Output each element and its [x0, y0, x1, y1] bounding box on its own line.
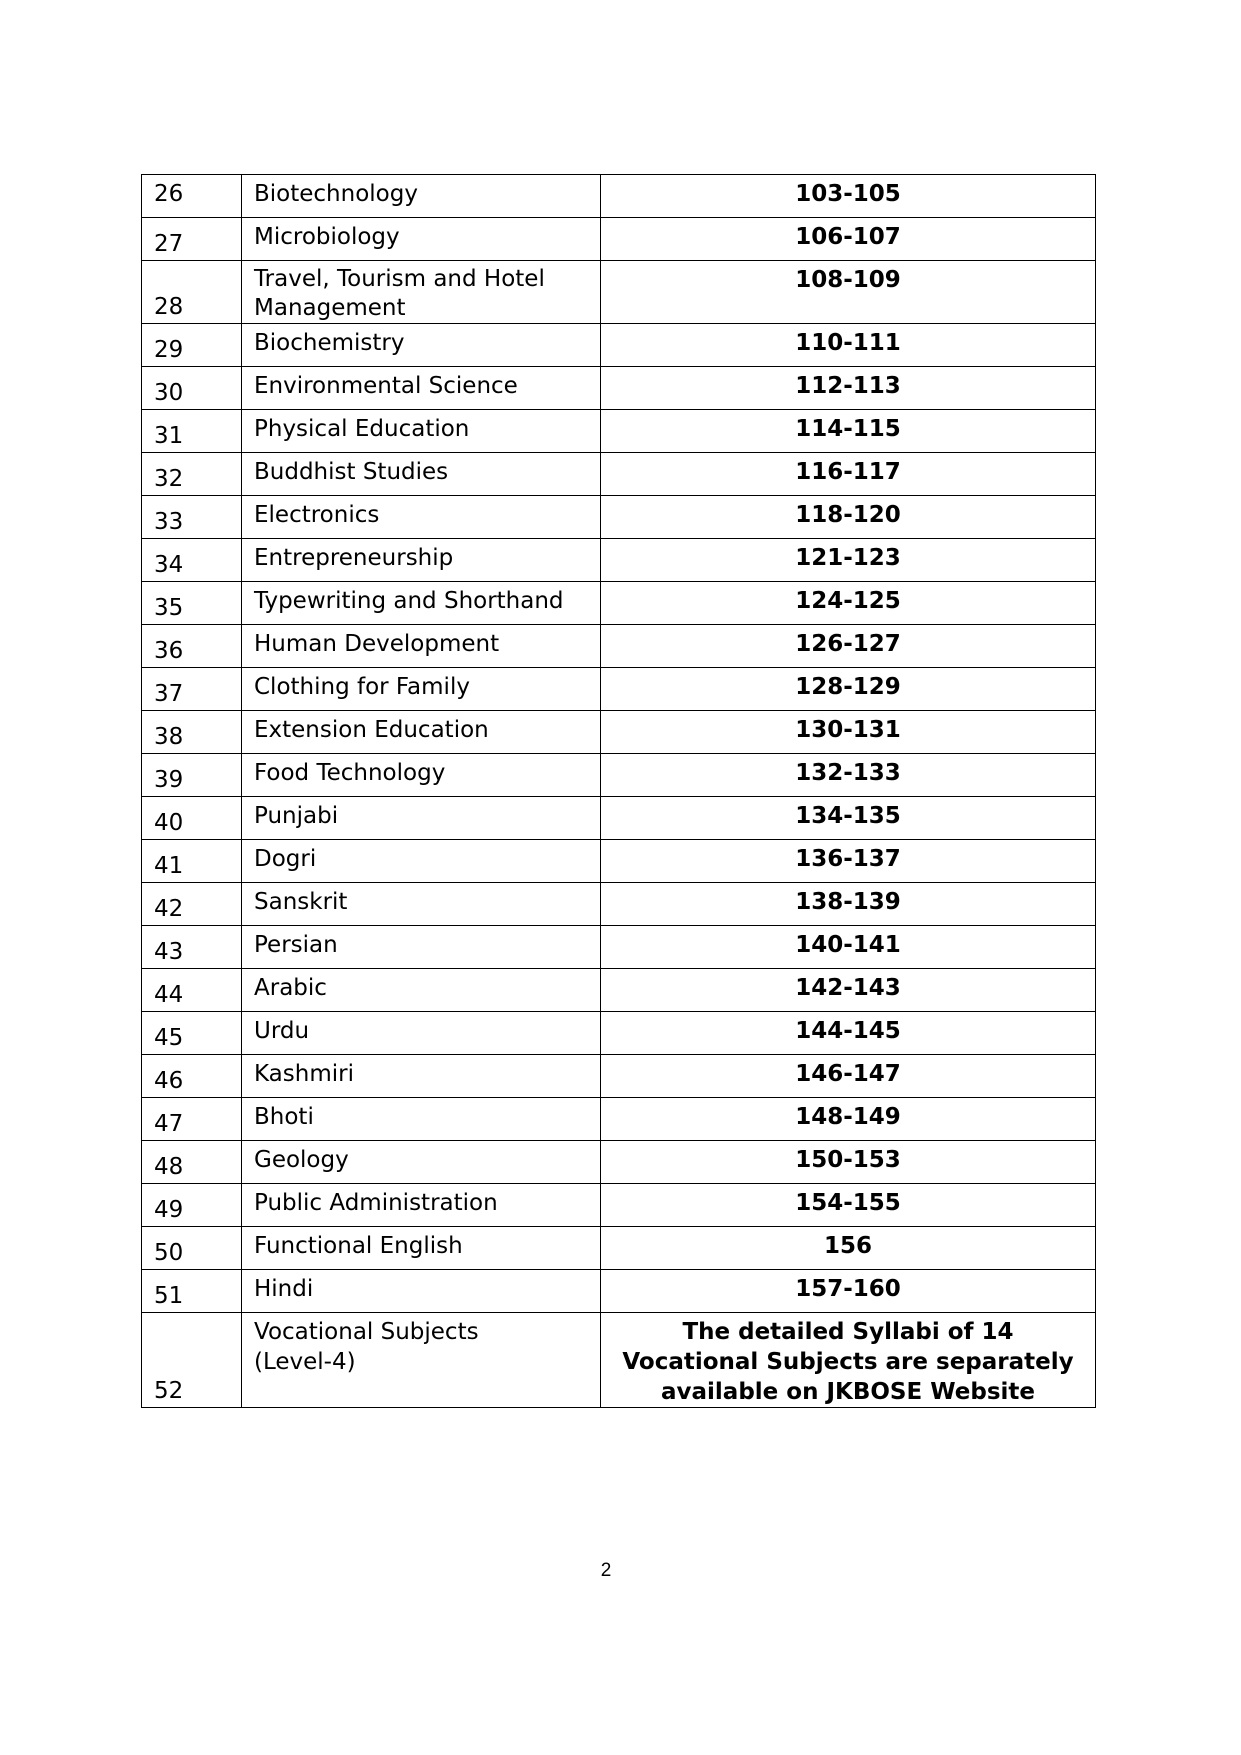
- subject-name: Public Administration: [242, 1184, 601, 1227]
- subject-name: Environmental Science: [242, 367, 601, 410]
- table-row: [142, 1227, 1096, 1270]
- serial-number: 44: [142, 969, 242, 1012]
- table-row: [142, 324, 1096, 367]
- serial-number: 38: [142, 711, 242, 754]
- serial-number: 47: [142, 1098, 242, 1141]
- table-row: [142, 1141, 1096, 1184]
- page-range: 157-160: [601, 1270, 1096, 1313]
- page-range: 128-129: [601, 668, 1096, 711]
- subject-name: Physical Education: [242, 410, 601, 453]
- serial-number: 36: [142, 625, 242, 668]
- serial-number: 34: [142, 539, 242, 582]
- syllabus-table: [141, 174, 1096, 1408]
- page-range: 126-127: [601, 625, 1096, 668]
- subject-name: Urdu: [242, 1012, 601, 1055]
- page-range: 108-109: [601, 261, 1096, 324]
- serial-number: 42: [142, 883, 242, 926]
- page-range: 121-123: [601, 539, 1096, 582]
- table-row: [142, 883, 1096, 926]
- serial-number: 41: [142, 840, 242, 883]
- table-row: [142, 625, 1096, 668]
- page-range: 110-111: [601, 324, 1096, 367]
- serial-number: 33: [142, 496, 242, 539]
- serial-number: 50: [142, 1227, 242, 1270]
- page-range: 140-141: [601, 926, 1096, 969]
- table-row: [142, 840, 1096, 883]
- vocational-note: The detailed Syllabi of 14 Vocational Subjects are separately available on JKBOSE Website: [601, 1313, 1096, 1408]
- table-row: [142, 1055, 1096, 1098]
- subject-name: Typewriting and Shorthand: [242, 582, 601, 625]
- serial-number: 51: [142, 1270, 242, 1313]
- page-range: 134-135: [601, 797, 1096, 840]
- table-row: [142, 1270, 1096, 1313]
- page-number: 2: [600, 1560, 612, 1581]
- subject-name: Bhoti: [242, 1098, 601, 1141]
- page-range: 103-105: [601, 175, 1096, 218]
- serial-number: 28: [142, 261, 242, 324]
- table-row: [142, 926, 1096, 969]
- table-row: [142, 711, 1096, 754]
- serial-number: 40: [142, 797, 242, 840]
- subject-name: Biochemistry: [242, 324, 601, 367]
- serial-number: 52: [142, 1313, 242, 1408]
- table-row: [142, 1098, 1096, 1141]
- subject-name: Travel, Tourism and Hotel Management: [242, 261, 601, 324]
- page-range: 138-139: [601, 883, 1096, 926]
- table-row: [142, 1313, 1096, 1408]
- subject-name: Sanskrit: [242, 883, 601, 926]
- serial-number: 27: [142, 218, 242, 261]
- serial-number: 43: [142, 926, 242, 969]
- serial-number: 29: [142, 324, 242, 367]
- page-range: 114-115: [601, 410, 1096, 453]
- table-row: [142, 496, 1096, 539]
- serial-number: 45: [142, 1012, 242, 1055]
- page-range: 156: [601, 1227, 1096, 1270]
- table-row: [142, 969, 1096, 1012]
- page-range: 148-149: [601, 1098, 1096, 1141]
- subject-name: Extension Education: [242, 711, 601, 754]
- subject-name: Food Technology: [242, 754, 601, 797]
- table-row: [142, 175, 1096, 218]
- subject-name: Vocational Subjects (Level-4): [242, 1313, 601, 1408]
- table-row: [142, 453, 1096, 496]
- table-row: [142, 1184, 1096, 1227]
- page-range: 106-107: [601, 218, 1096, 261]
- subject-name: Buddhist Studies: [242, 453, 601, 496]
- table-row: [142, 261, 1096, 324]
- serial-number: 48: [142, 1141, 242, 1184]
- subject-name: Dogri: [242, 840, 601, 883]
- page-range: 124-125: [601, 582, 1096, 625]
- table-row: [142, 218, 1096, 261]
- page-range: 144-145: [601, 1012, 1096, 1055]
- serial-number: 31: [142, 410, 242, 453]
- serial-number: 35: [142, 582, 242, 625]
- subject-name: Entrepreneurship: [242, 539, 601, 582]
- subject-name: Electronics: [242, 496, 601, 539]
- subject-name: Microbiology: [242, 218, 601, 261]
- subject-name: Persian: [242, 926, 601, 969]
- subject-name: Biotechnology: [242, 175, 601, 218]
- page-range: 112-113: [601, 367, 1096, 410]
- subject-name: Geology: [242, 1141, 601, 1184]
- page-range: 116-117: [601, 453, 1096, 496]
- table-row: [142, 668, 1096, 711]
- page-range: 154-155: [601, 1184, 1096, 1227]
- serial-number: 49: [142, 1184, 242, 1227]
- subject-name: Arabic: [242, 969, 601, 1012]
- serial-number: 46: [142, 1055, 242, 1098]
- subject-name: Kashmiri: [242, 1055, 601, 1098]
- page-range: 130-131: [601, 711, 1096, 754]
- page-range: 118-120: [601, 496, 1096, 539]
- subject-name: Punjabi: [242, 797, 601, 840]
- subject-name: Human Development: [242, 625, 601, 668]
- table-row: [142, 410, 1096, 453]
- serial-number: 26: [142, 175, 242, 218]
- table-row: [142, 754, 1096, 797]
- table-row: [142, 1012, 1096, 1055]
- page-range: 142-143: [601, 969, 1096, 1012]
- page-range: 132-133: [601, 754, 1096, 797]
- serial-number: 39: [142, 754, 242, 797]
- table-row: [142, 539, 1096, 582]
- subject-name: Hindi: [242, 1270, 601, 1313]
- table-row: [142, 367, 1096, 410]
- serial-number: 30: [142, 367, 242, 410]
- page-range: 146-147: [601, 1055, 1096, 1098]
- serial-number: 32: [142, 453, 242, 496]
- serial-number: 37: [142, 668, 242, 711]
- subject-name: Functional English: [242, 1227, 601, 1270]
- subject-name: Clothing for Family: [242, 668, 601, 711]
- page-range: 136-137: [601, 840, 1096, 883]
- table-row: [142, 797, 1096, 840]
- table-row: [142, 582, 1096, 625]
- page-range: 150-153: [601, 1141, 1096, 1184]
